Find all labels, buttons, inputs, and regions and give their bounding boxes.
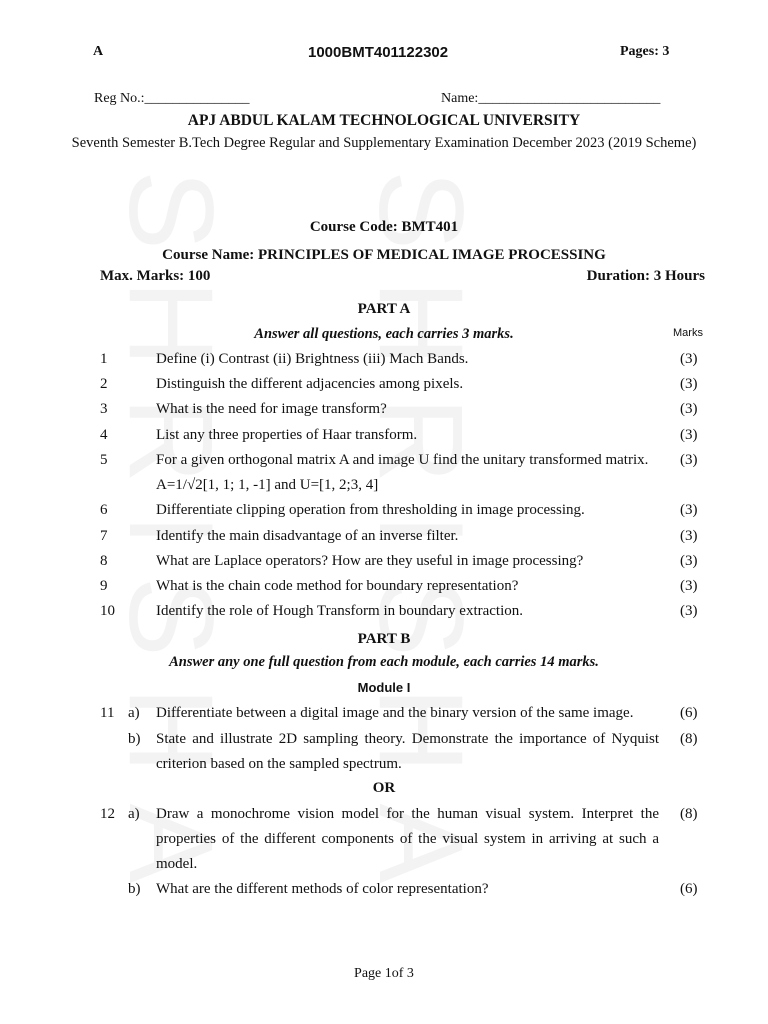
question-text-continued: properties of the different components of the visual system in arriving at such a bbox=[156, 831, 659, 847]
question-number: 3 bbox=[100, 401, 108, 417]
max-marks: Max. Marks: 100 bbox=[100, 268, 211, 284]
or-separator: OR bbox=[372, 780, 396, 796]
question-number: 5 bbox=[100, 452, 108, 468]
question-text-continued: criterion based on the sampled spectrum. bbox=[156, 756, 402, 772]
part-b-instruction: Answer any one full question from each module, each carries 14 marks. bbox=[169, 654, 599, 670]
set-label: A bbox=[93, 44, 104, 59]
university-name: APJ ABDUL KALAM TECHNOLOGICAL UNIVERSITY bbox=[187, 112, 581, 129]
part-a-instruction: Answer all questions, each carries 3 marks. bbox=[254, 326, 514, 342]
question-marks: (3) bbox=[680, 351, 698, 367]
exam-title: Seventh Semester B.Tech Degree Regular and Supplementary Examination December 2023 (2019 Scheme) bbox=[71, 135, 697, 151]
subquestion-label: a) bbox=[128, 806, 140, 822]
question-marks: (3) bbox=[680, 603, 698, 619]
question-text-continued: A=1/√2[1, 1; 1, -1] and U=[1, 2;3, 4] bbox=[156, 477, 379, 493]
question-number: 1 bbox=[100, 351, 108, 367]
question-text: What is the chain code method for boundary representation? bbox=[156, 578, 519, 594]
question-text: Identify the role of Hough Transform in boundary extraction. bbox=[156, 603, 524, 619]
question-marks: (3) bbox=[680, 452, 698, 468]
question-marks: (8) bbox=[680, 731, 698, 747]
name-field: Name:__________________________ bbox=[441, 91, 661, 106]
paper-code: 1000BMT401122302 bbox=[308, 44, 449, 61]
part-b-title: PART B bbox=[357, 631, 411, 647]
question-text: Define (i) Contrast (ii) Brightness (iii) Mach Bands. bbox=[156, 351, 469, 367]
question-marks: (3) bbox=[680, 553, 698, 569]
question-marks: (6) bbox=[680, 705, 698, 721]
question-text: Identify the main disadvantage of an inverse filter. bbox=[156, 528, 459, 544]
question-text: Differentiate between a digital image and the binary version of the same image. bbox=[156, 705, 634, 721]
question-number: 10 bbox=[100, 603, 115, 619]
course-code: Course Code: BMT401 bbox=[309, 219, 459, 235]
question-marks: (3) bbox=[680, 578, 698, 594]
question-marks: (3) bbox=[680, 528, 698, 544]
part-a-title: PART A bbox=[357, 301, 411, 317]
question-text: What are the different methods of color representation? bbox=[156, 881, 489, 897]
subquestion-label: b) bbox=[128, 731, 141, 747]
question-number: 11 bbox=[100, 705, 115, 721]
question-text: Distinguish the different adjacencies among pixels. bbox=[156, 376, 464, 392]
reg-no-field: Reg No.:_______________ bbox=[94, 91, 250, 106]
subquestion-label: b) bbox=[128, 881, 141, 897]
subquestion-label: a) bbox=[128, 705, 140, 721]
question-number: 7 bbox=[100, 528, 108, 544]
question-marks: (3) bbox=[680, 401, 698, 417]
question-number: 9 bbox=[100, 578, 108, 594]
question-text: Differentiate clipping operation from thresholding in image processing. bbox=[156, 502, 585, 518]
pages-count: Pages: 3 bbox=[620, 44, 670, 59]
question-text: State and illustrate 2D sampling theory. Demonstrate the importance of Nyquist bbox=[156, 731, 659, 747]
question-number: 4 bbox=[100, 427, 108, 443]
question-text: For a given orthogonal matrix A and image U find the unitary transformed matrix. bbox=[156, 452, 649, 468]
module-title: Module I bbox=[357, 680, 411, 695]
question-text: What are Laplace operators? How are they useful in image processing? bbox=[156, 553, 584, 569]
question-number: 8 bbox=[100, 553, 108, 569]
question-text: List any three properties of Haar transform. bbox=[156, 427, 418, 443]
question-text-continued: model. bbox=[156, 856, 198, 872]
question-marks: (8) bbox=[680, 806, 698, 822]
question-number: 2 bbox=[100, 376, 108, 392]
question-marks: (3) bbox=[680, 502, 698, 518]
page-number: Page 1of 3 bbox=[354, 966, 414, 981]
question-number: 6 bbox=[100, 502, 108, 518]
question-marks: (6) bbox=[680, 881, 698, 897]
question-marks: (3) bbox=[680, 427, 698, 443]
question-marks: (3) bbox=[680, 376, 698, 392]
question-text: What is the need for image transform? bbox=[156, 401, 387, 417]
question-text: Draw a monochrome vision model for the human visual system. Interpret the bbox=[156, 806, 659, 822]
marks-header: Marks bbox=[673, 327, 703, 339]
course-name: Course Name: PRINCIPLES OF MEDICAL IMAGE PROCESSING bbox=[162, 247, 606, 263]
duration: Duration: 3 Hours bbox=[586, 268, 705, 284]
question-number: 12 bbox=[100, 806, 115, 822]
